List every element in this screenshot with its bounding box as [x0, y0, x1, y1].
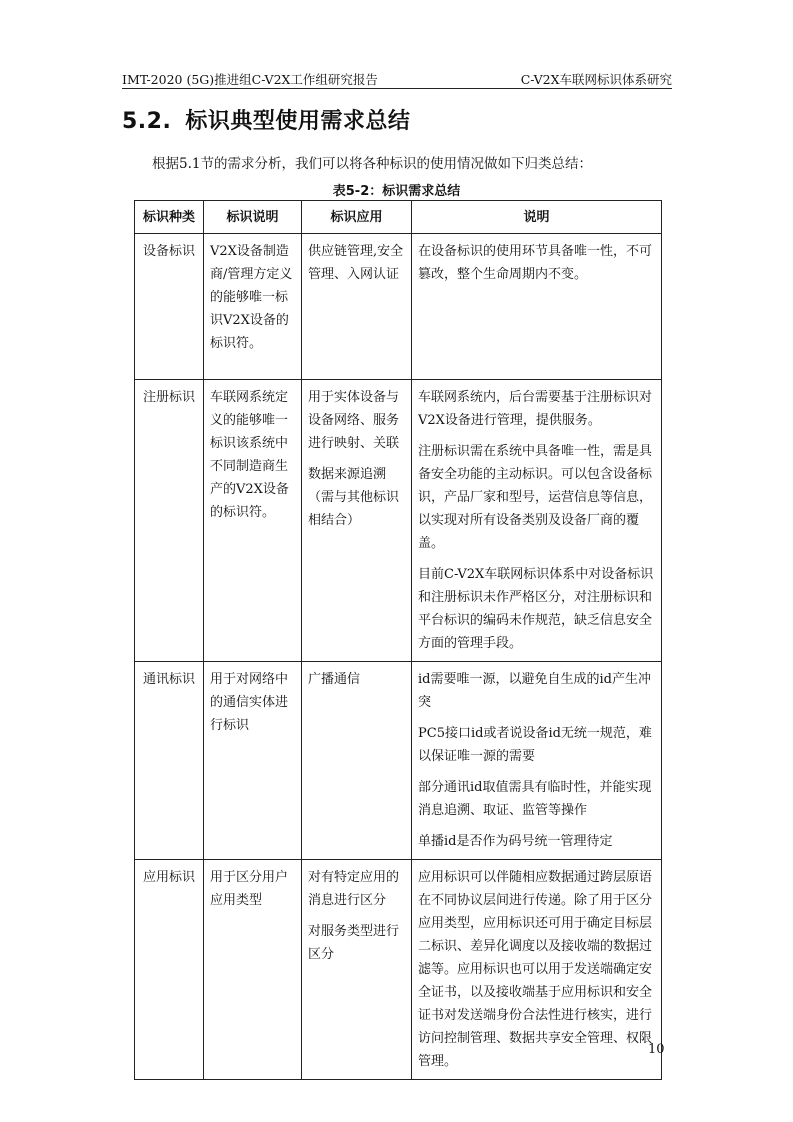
cell-desc: V2X设备制造商/管理方定义的能够唯一标识V2X设备的标识符。	[204, 234, 302, 380]
page-number: 10	[648, 1042, 665, 1057]
cell-notes	[412, 662, 662, 860]
header-left-text: IMT-2020 (5G)推进组C-V2X工作组研究报告	[122, 72, 378, 87]
cell-desc: 车联网系统定义的能够唯一标识该系统中不同制造商生产的V2X设备的标识符。	[204, 380, 302, 662]
table-row	[135, 860, 662, 1080]
cell-notes	[412, 860, 662, 1080]
note-item: 注册标识需在系统中具备唯一性，需是具备安全功能的主动标识。可以包含设备标识，产品厂家和型号，运营信息等信息，以实现对所有设备类别及设备厂商的覆盖。	[418, 444, 653, 551]
section-title	[122, 104, 410, 135]
app-item: 对服务类型进行区分	[308, 924, 400, 962]
cell-apps	[302, 380, 412, 662]
note-item: 部分通讯id取值需具有临时性，并能实现消息追溯、取证、监管等操作	[418, 780, 652, 818]
note-item: 目前C-V2X车联网标识体系中对设备标识和注册标识未作严格区分，对注册标识和平台标识的编码未作规范，缺乏信息安全方面的管理手段。	[418, 567, 654, 651]
page-header	[122, 70, 672, 89]
header-right-text: C-V2X车联网标识体系研究	[520, 72, 672, 87]
section-title-text: 标识典型使用需求总结	[185, 109, 411, 134]
note-item: 单播id是否作为码号统一管理待定	[418, 834, 613, 849]
app-item: 数据来源追溯（需与其他标识相结合）	[308, 467, 400, 528]
cell-notes	[412, 380, 662, 662]
note-item: PC5接口id或者说设备id无统一规范，难以保证唯一源的需要	[418, 726, 652, 764]
cell-desc: 用于对网络中的通信实体进行标识	[204, 662, 302, 860]
app-item: 供应链管理,安全管理、入网认证	[308, 244, 404, 282]
app-item: 对有特定应用的消息进行区分	[308, 870, 400, 908]
note-item: 车联网系统内，后台需要基于注册标识对V2X设备进行管理，提供服务。	[418, 390, 653, 428]
table-row	[135, 380, 662, 662]
note-item: 应用标识可以伴随相应数据通过跨层原语在不同协议层间进行传递。除了用于区分应用类型，应用标识还可用于确定目标层二标识、差异化调度以及接收端的数据过滤等。应用标识也可以用于发送端确定安全证书，以及接收端基于应用标识和安全证书对发送端身份合法性进行核实，进行访问控制管理、数据共享安全管理、权限管理。	[418, 870, 653, 1069]
requirements-table	[134, 200, 662, 1080]
app-item: 广播通信	[308, 672, 361, 687]
header-cell-type: 标识种类	[135, 201, 204, 234]
cell-type: 通讯标识	[135, 662, 204, 860]
app-item: 用于实体设备与设备网络、服务进行映射、关联	[308, 390, 400, 451]
cell-type: 设备标识	[135, 234, 204, 380]
intro-paragraph: 根据5.1节的需求分析，我们可以将各种标识的使用情况做如下归类总结：	[152, 156, 592, 172]
cell-type: 应用标识	[135, 860, 204, 1080]
note-item: 在设备标识的使用环节具备唯一性，不可篡改，整个生命周期内不变。	[418, 244, 653, 282]
table-header-row	[135, 201, 662, 234]
note-item: id需要唯一源，以避免自生成的id产生冲突	[418, 672, 651, 710]
cell-apps	[302, 860, 412, 1080]
header-cell-apps: 标识应用	[302, 201, 412, 234]
table-row	[135, 234, 662, 380]
table-row	[135, 662, 662, 860]
cell-apps	[302, 234, 412, 380]
section-number: 5.2.	[122, 109, 172, 134]
table-caption: 表5-2：标识需求总结	[332, 184, 461, 199]
header-cell-desc: 标识说明	[204, 201, 302, 234]
cell-notes	[412, 234, 662, 380]
cell-desc: 用于区分用户应用类型	[204, 860, 302, 1080]
cell-apps	[302, 662, 412, 860]
cell-type: 注册标识	[135, 380, 204, 662]
header-cell-notes: 说明	[412, 201, 662, 234]
